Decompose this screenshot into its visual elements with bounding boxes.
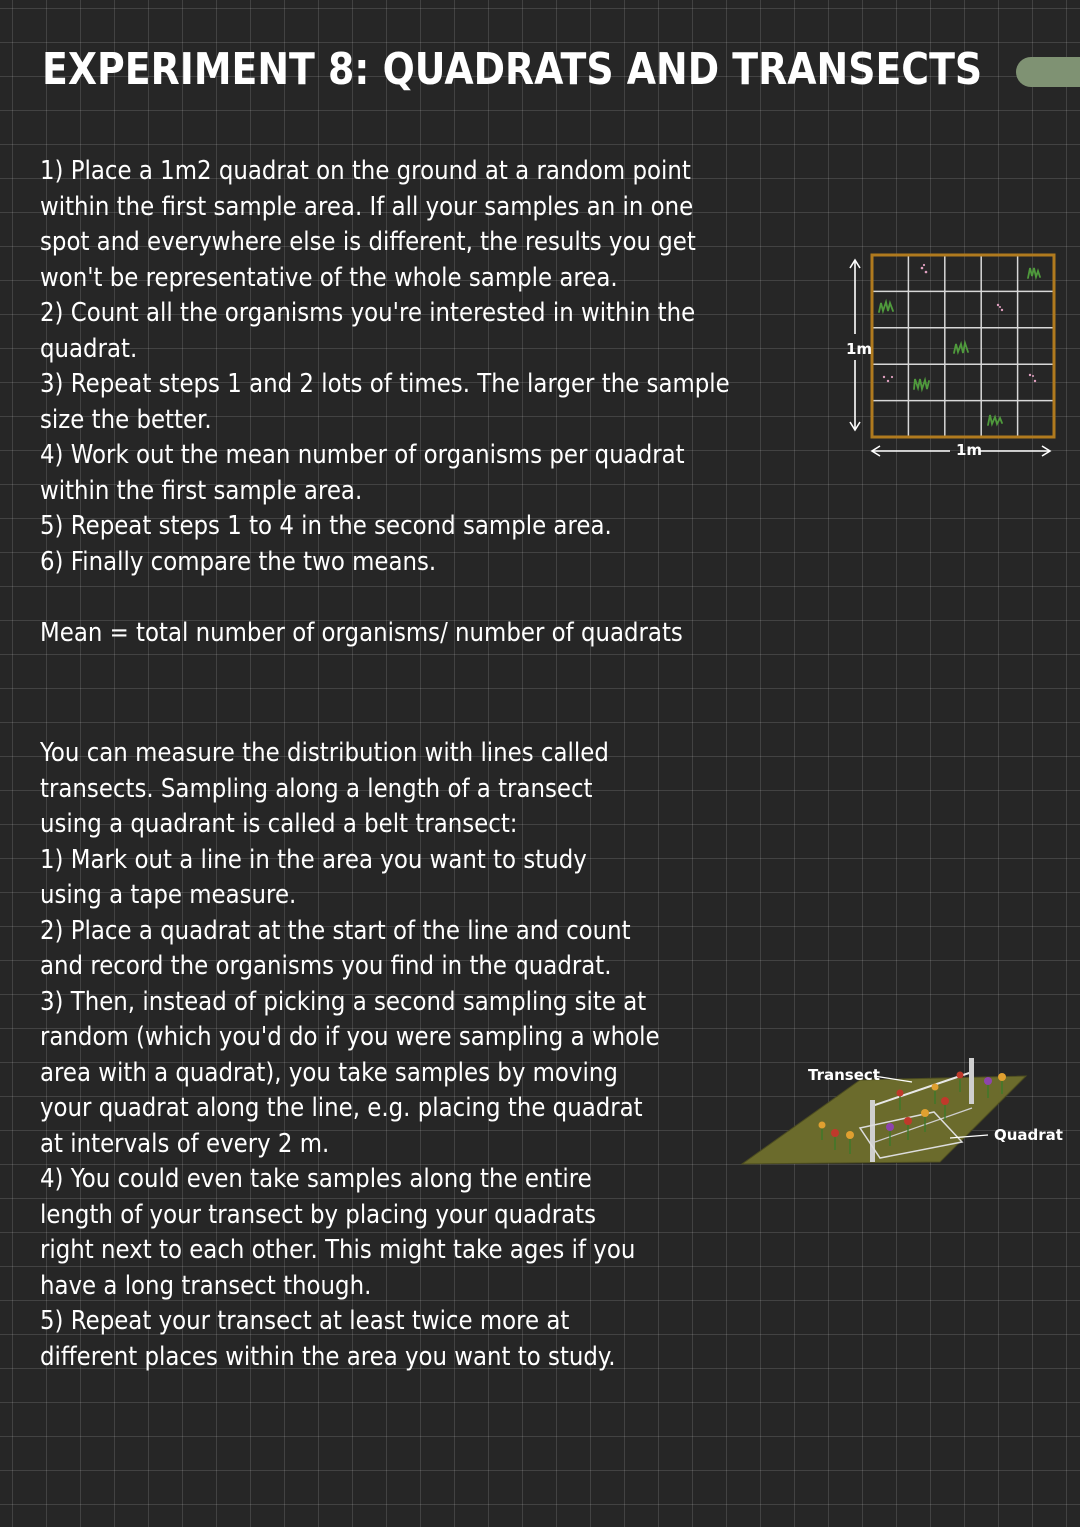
quadrat-label: Quadrat <box>994 1126 1063 1144</box>
quadrat-grid-illustration <box>840 250 1062 465</box>
transect-line: different places within the area you want to study. <box>40 1341 616 1372</box>
quadrat-line: quadrat. <box>40 333 138 364</box>
transect-line: have a long transect though. <box>40 1270 372 1301</box>
quadrat-line: spot and everywhere else is different, the results you get <box>40 227 696 257</box>
transect-line: your quadrat along the line, e.g. placing the quadrat <box>40 1093 643 1123</box>
transect-line: 1) Mark out a line in the area you want to study <box>40 844 587 875</box>
quadrat-line: 1) Place a 1m2 quadrat on the ground at a random point <box>40 156 691 186</box>
transect-line: at intervals of every 2 m. <box>40 1128 330 1159</box>
transect-line: using a tape measure. <box>40 880 297 910</box>
quadrat-line: within the first sample area. <box>40 475 363 506</box>
mean-formula: Mean = total number of organisms/ number of quadrats <box>40 617 683 648</box>
header-tab-decoration <box>1016 57 1080 87</box>
quadrat-line: 5) Repeat steps 1 to 4 in the second sample area. <box>40 511 612 541</box>
quadrat-line: 2) Count all the organisms you're interested in within the <box>40 298 696 328</box>
quadrat-procedure <box>40 154 824 651</box>
transect-line: and record the organisms you find in the quadrat. <box>40 951 612 981</box>
quadrat-line: 6) Finally compare the two means. <box>40 546 437 577</box>
quadrat-line: 3) Repeat steps 1 and 2 lots of times. The larger the sample <box>40 369 730 399</box>
transect-line: 4) You could even take samples along the entire <box>40 1164 592 1194</box>
quadrat-line: 4) Work out the mean number of organisms per quadrat <box>40 440 685 470</box>
quadrat-line: won't be representative of the whole sample area. <box>40 262 618 293</box>
transect-line: 5) Repeat your transect at least twice more at <box>40 1306 570 1336</box>
transect-line: random (which you'd do if you were sampling a whole <box>40 1022 660 1052</box>
transect-line: You can measure the distribution with lines called <box>40 738 609 768</box>
transect-procedure <box>40 736 744 1375</box>
quadrat-side-label: 1m <box>846 340 873 358</box>
quadrat-line: within the first sample area. If all your samples an in one <box>40 191 694 222</box>
quadrat-diagram <box>840 250 1062 465</box>
transect-line: 2) Place a quadrat at the start of the line and count <box>40 915 631 946</box>
transect-line: area with a quadrat), you take samples by moving <box>40 1057 618 1088</box>
belt-transect-illustration <box>740 1050 1070 1180</box>
transect-diagram <box>740 1050 1070 1180</box>
quadrat-line: size the better. <box>40 404 212 435</box>
quadrat-bottom-label: 1m <box>956 441 983 459</box>
transect-line: using a quadrant is called a belt transect: <box>40 809 518 839</box>
transect-line: right next to each other. This might take ages if you <box>40 1235 636 1265</box>
transect-line: transects. Sampling along a length of a transect <box>40 773 593 804</box>
transect-label: Transect <box>808 1066 880 1084</box>
transect-line: 3) Then, instead of picking a second sampling site at <box>40 986 647 1017</box>
transect-line: length of your transect by placing your quadrats <box>40 1199 597 1230</box>
page-title: EXPERIMENT 8: QUADRATS AND TRANSECTS <box>42 44 983 95</box>
